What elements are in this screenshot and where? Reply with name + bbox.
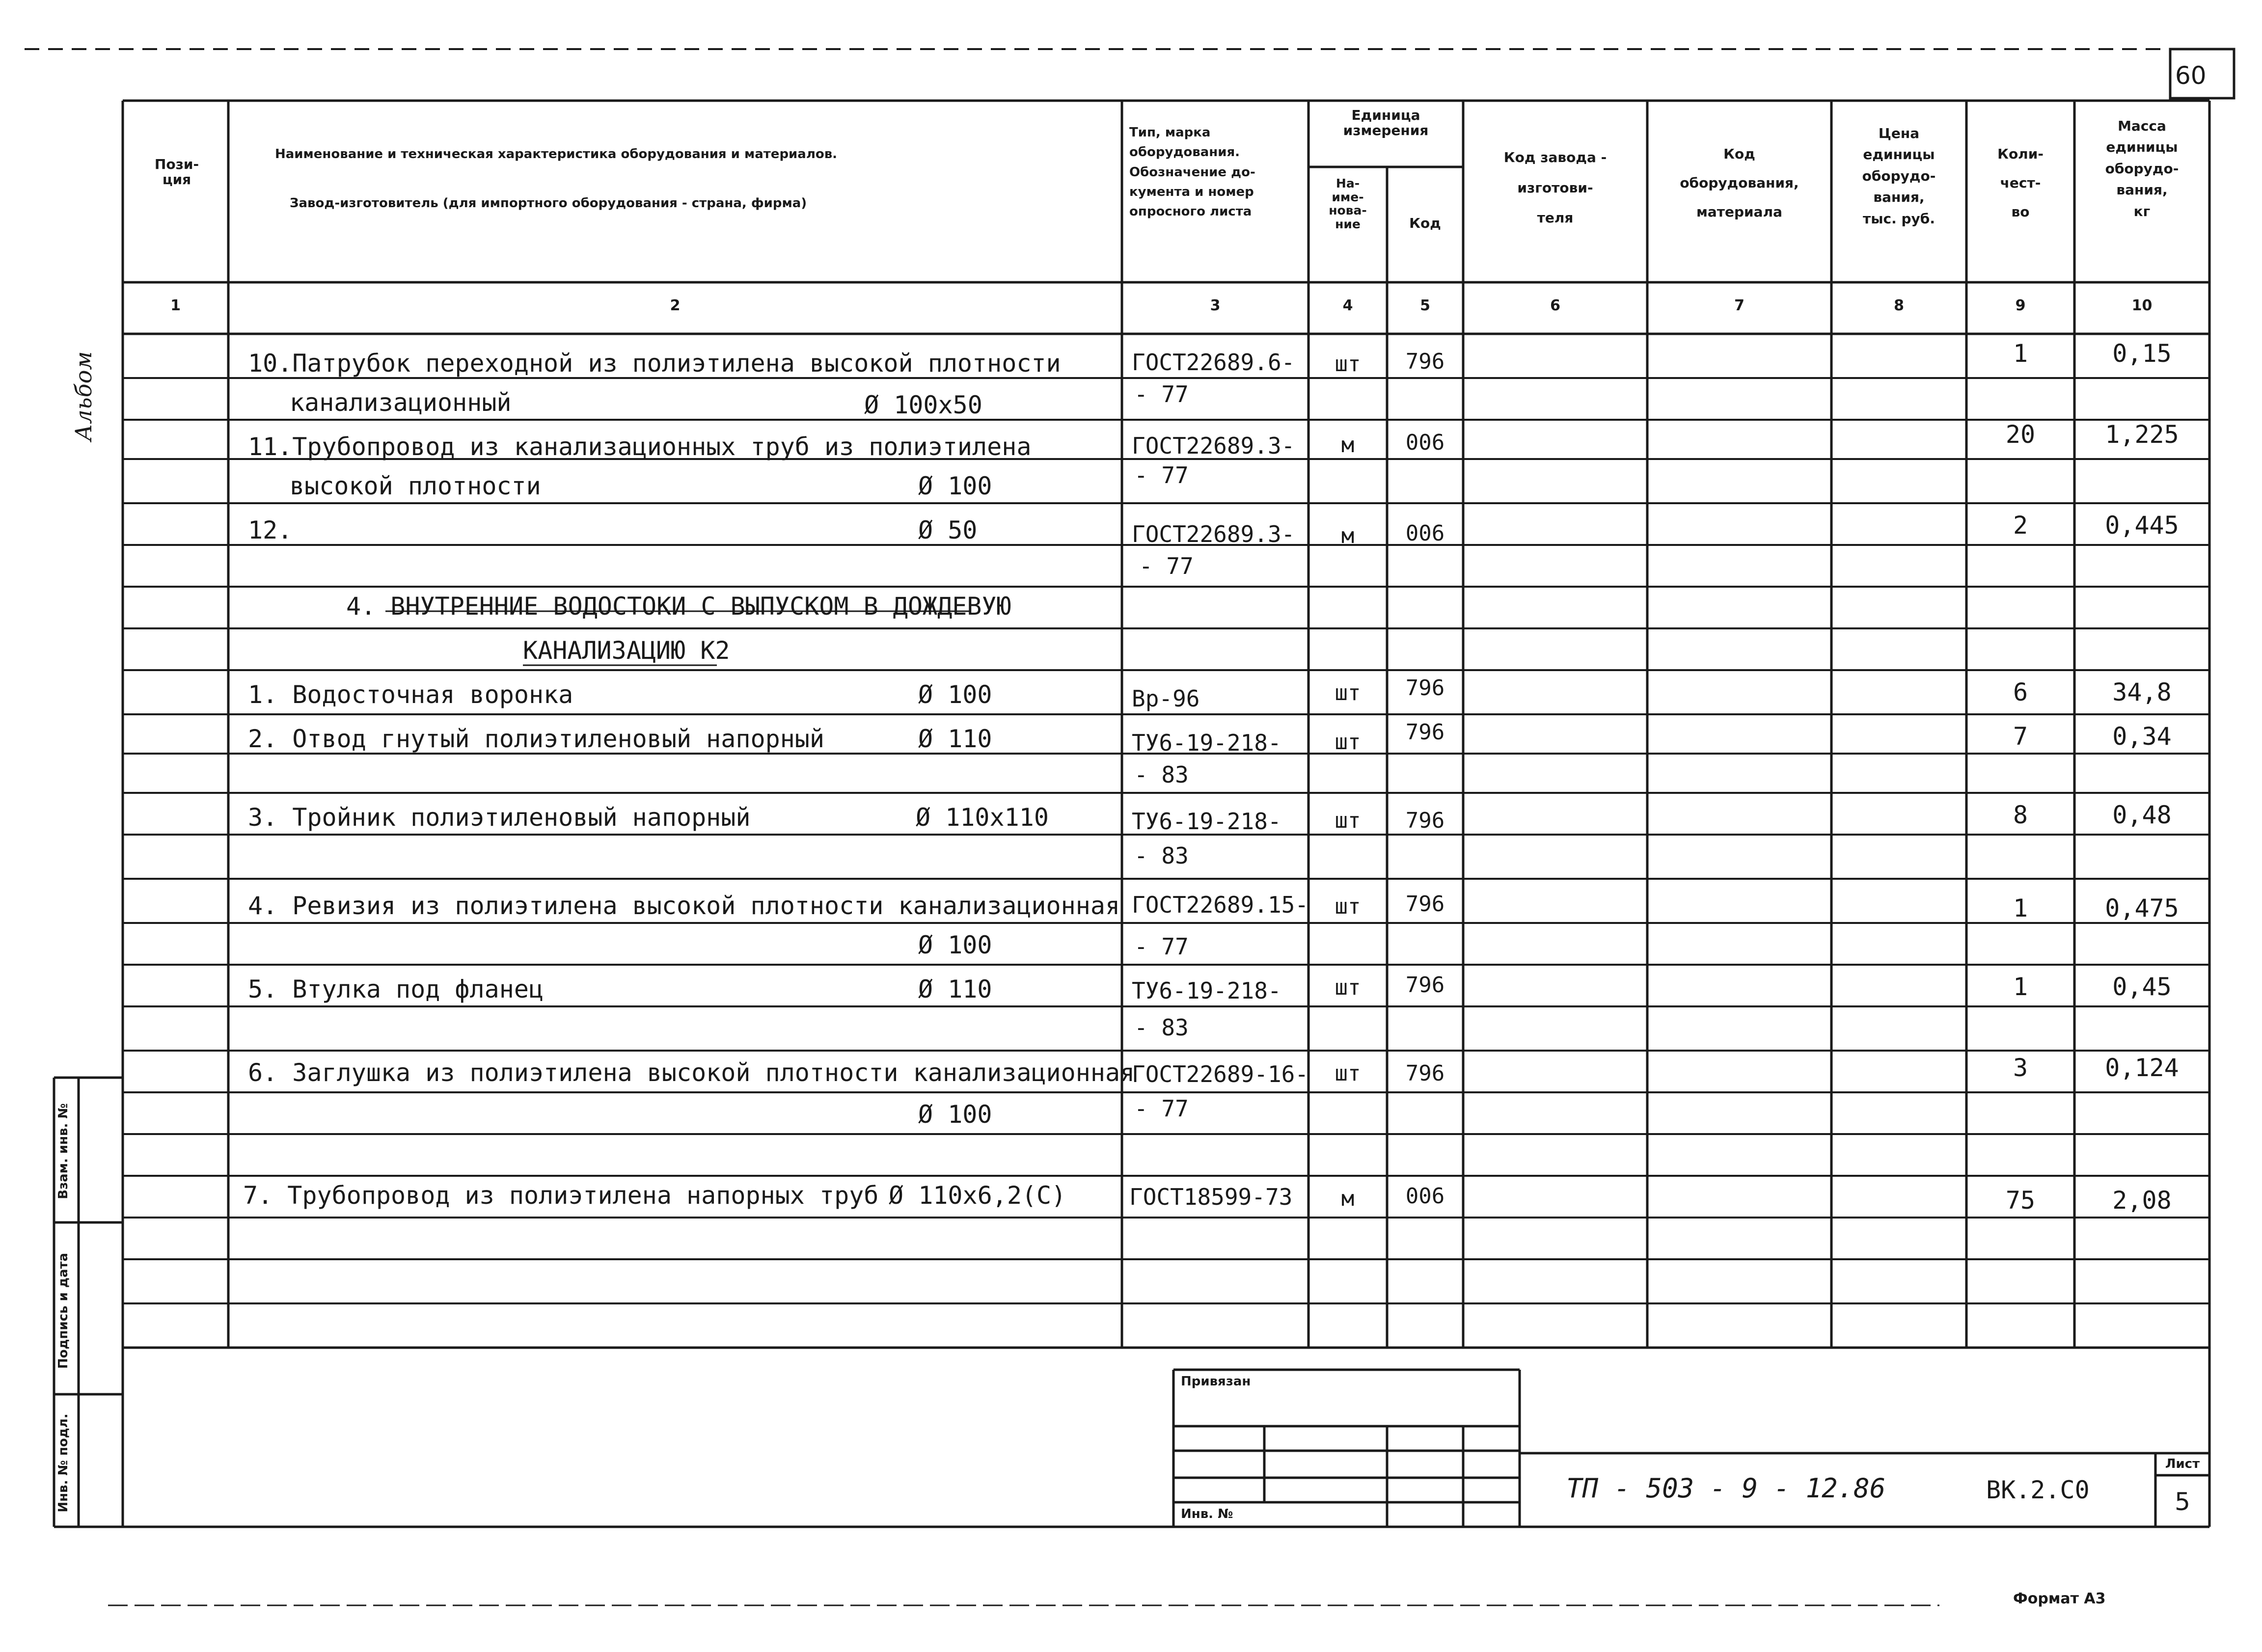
item-quantity: 2 xyxy=(2013,511,2028,540)
item-type-cont: - 77 xyxy=(1134,933,1189,960)
item-unit: шт xyxy=(1335,808,1361,833)
item-unit-code: 796 xyxy=(1405,676,1445,701)
col-number: 4 xyxy=(1342,297,1353,314)
item-quantity: 3 xyxy=(2013,1054,2028,1082)
item-quantity: 7 xyxy=(2013,722,2028,751)
item-unit-code: 796 xyxy=(1405,808,1445,833)
col-number: 8 xyxy=(1894,297,1904,314)
item-unit-code: 796 xyxy=(1405,892,1445,917)
item-type: ГОСТ22689.3- xyxy=(1132,521,1295,547)
item-quantity: 6 xyxy=(2013,678,2028,706)
item-unit: м xyxy=(1341,433,1355,458)
item-description: 2. Отвод гнутый полиэтиленовый напорный xyxy=(248,725,824,753)
item-unit-code: 796 xyxy=(1405,973,1445,998)
album-label xyxy=(69,344,98,452)
item-mass: 1,225 xyxy=(2105,420,2179,449)
item-unit-code: 006 xyxy=(1405,521,1445,546)
item-unit: м xyxy=(1341,523,1355,548)
page-number: 60 xyxy=(2175,61,2207,90)
section-heading: 4. ВНУТРЕННИЕ ВОДОСТОКИ С ВЫПУСКОМ В ДОЖДЕВУЮ xyxy=(346,592,1011,621)
item-mass: 0,475 xyxy=(2105,894,2179,922)
item-description: 5. Втулка под фланец xyxy=(248,975,544,1003)
section-heading-cont: КАНАЛИЗАЦИЮ К2 xyxy=(523,636,730,665)
item-description: 12. xyxy=(248,516,293,544)
document-mark: ВК.2.С0 xyxy=(1986,1476,2090,1504)
header-col3: Тип, марка оборудования. Обозначение до- кумента и номер опросного листа xyxy=(1129,125,1255,219)
header-col4: На- име- нова- ние xyxy=(1329,176,1367,231)
item-quantity: 1 xyxy=(2013,973,2028,1001)
format-label: Формат А3 xyxy=(2013,1590,2106,1607)
album-label-text: Альбом xyxy=(70,351,97,441)
header-col2-line2: Завод-изготовитель (для импортного оборудования - страна, фирма) xyxy=(290,196,807,211)
item-type: ТУ6-19-218- xyxy=(1132,808,1281,835)
item-quantity: 1 xyxy=(2013,339,2028,368)
col-number: 3 xyxy=(1210,297,1221,314)
item-mass: 0,34 xyxy=(2112,722,2172,751)
item-diameter: Ø 100x50 xyxy=(864,391,982,419)
header-unit-group: Единица измерения xyxy=(1343,107,1429,138)
item-unit-code: 796 xyxy=(1405,720,1445,745)
item-diameter: Ø 50 xyxy=(918,516,978,544)
item-unit: шт xyxy=(1335,730,1361,755)
item-mass: 0,445 xyxy=(2105,511,2179,540)
sheet-number: 5 xyxy=(2175,1488,2190,1516)
item-mass: 2,08 xyxy=(2112,1186,2172,1215)
item-type: ГОСТ22689.3- xyxy=(1132,433,1295,459)
item-diameter: Ø 100 xyxy=(918,472,992,500)
header-col9: Коли- чест- во xyxy=(1997,146,2044,220)
item-type: Вр-96 xyxy=(1132,685,1200,712)
item-diameter: Ø 110x110 xyxy=(916,803,1049,832)
header-col7: Код оборудования, материала xyxy=(1680,146,1799,220)
item-description: 10.Патрубок переходной из полиэтилена высокой плотности xyxy=(248,349,1061,378)
col-number: 5 xyxy=(1420,297,1430,314)
item-type-cont: - 77 xyxy=(1134,1095,1189,1122)
item-type-cont: - 83 xyxy=(1134,1014,1189,1041)
item-diameter: Ø 100 xyxy=(918,1100,992,1129)
privyazan-label: Привязан xyxy=(1181,1374,1251,1389)
item-type-cont: - 77 xyxy=(1134,462,1189,488)
item-unit: шт xyxy=(1335,1061,1361,1086)
item-unit-code: 006 xyxy=(1405,1184,1445,1209)
item-mass: 0,15 xyxy=(2112,339,2172,368)
item-mass: 0,45 xyxy=(2112,973,2172,1001)
item-type-cont: - 83 xyxy=(1134,842,1189,869)
item-diameter: Ø 110 xyxy=(918,975,992,1003)
item-mass: 0,124 xyxy=(2105,1054,2179,1082)
item-unit: шт xyxy=(1335,680,1361,705)
header-col6: Код завода - изготови- теля xyxy=(1503,149,1607,226)
item-diameter: Ø 100 xyxy=(918,931,992,959)
item-quantity: 8 xyxy=(2013,801,2028,829)
inv-no-label: Инв. № xyxy=(1181,1507,1233,1521)
item-type-cont: - 77 xyxy=(1139,553,1194,579)
header-col5: Код xyxy=(1409,215,1441,231)
item-description-cont: высокой плотности xyxy=(290,472,541,500)
item-quantity: 75 xyxy=(2005,1186,2036,1215)
document-code: ТП - 503 - 9 - 12.86 xyxy=(1566,1473,1886,1504)
item-unit: шт xyxy=(1335,352,1361,377)
stamp-signature-date: Подпись и дата xyxy=(56,1252,71,1369)
item-type: ТУ6-19-218- xyxy=(1132,730,1281,756)
item-unit-code: 796 xyxy=(1405,1061,1445,1086)
item-description: 4. Ревизия из полиэтилена высокой плотности канализационная xyxy=(248,892,1120,920)
item-unit-code: 006 xyxy=(1405,430,1445,455)
header-col2-line1: Наименование и техническая характеристика оборудования и материалов. xyxy=(275,147,838,162)
item-diameter: Ø 110x6,2(С) xyxy=(889,1181,1066,1210)
item-unit-code: 796 xyxy=(1405,349,1445,374)
item-description: 3. Тройник полиэтиленовый напорный xyxy=(248,803,751,832)
header-col1: Пози- ция xyxy=(154,156,199,188)
item-description: 1. Водосточная воронка xyxy=(248,680,573,709)
col-number: 9 xyxy=(2015,297,2026,314)
item-type-cont: - 83 xyxy=(1134,761,1189,788)
col-number: 6 xyxy=(1550,297,1560,314)
item-quantity: 1 xyxy=(2013,894,2028,922)
sheet-label: Лист xyxy=(2165,1457,2200,1471)
header-col8: Цена единицы оборудо- вания, тыс. руб. xyxy=(1862,125,1936,227)
item-type: ТУ6-19-218- xyxy=(1132,977,1281,1004)
item-description: 6. Заглушка из полиэтилена высокой плотности канализационная xyxy=(248,1058,1135,1087)
item-description: 11.Трубопровод из канализационных труб из полиэтилена xyxy=(248,433,1032,461)
stamp-replacement-inv: Взам. инв. № xyxy=(56,1103,71,1199)
item-type: ГОСТ22689-16- xyxy=(1132,1061,1309,1087)
item-type: ГОСТ18599-73 xyxy=(1129,1184,1293,1210)
item-type: ГОСТ22689.6- xyxy=(1132,349,1295,376)
header-col10: Масса единицы оборудо- вания, кг xyxy=(2105,118,2179,219)
stamp-inv-no-original: Инв. № подл. xyxy=(56,1413,71,1513)
item-unit: шт xyxy=(1335,975,1361,1000)
item-type-cont: - 77 xyxy=(1134,381,1189,407)
item-diameter: Ø 110 xyxy=(918,725,992,753)
item-quantity: 20 xyxy=(2005,420,2036,449)
col-number: 1 xyxy=(170,297,181,314)
item-mass: 0,48 xyxy=(2112,801,2172,829)
col-number: 2 xyxy=(670,297,681,314)
item-unit: шт xyxy=(1335,894,1361,919)
item-mass: 34,8 xyxy=(2112,678,2172,706)
item-type: ГОСТ22689.15- xyxy=(1132,892,1309,918)
item-unit: м xyxy=(1341,1186,1355,1211)
item-description-cont: канализационный xyxy=(290,388,512,417)
col-number: 10 xyxy=(2131,297,2153,314)
item-diameter: Ø 100 xyxy=(918,680,992,709)
col-number: 7 xyxy=(1734,297,1744,314)
item-description: 7. Трубопровод из полиэтилена напорных труб xyxy=(243,1181,879,1210)
